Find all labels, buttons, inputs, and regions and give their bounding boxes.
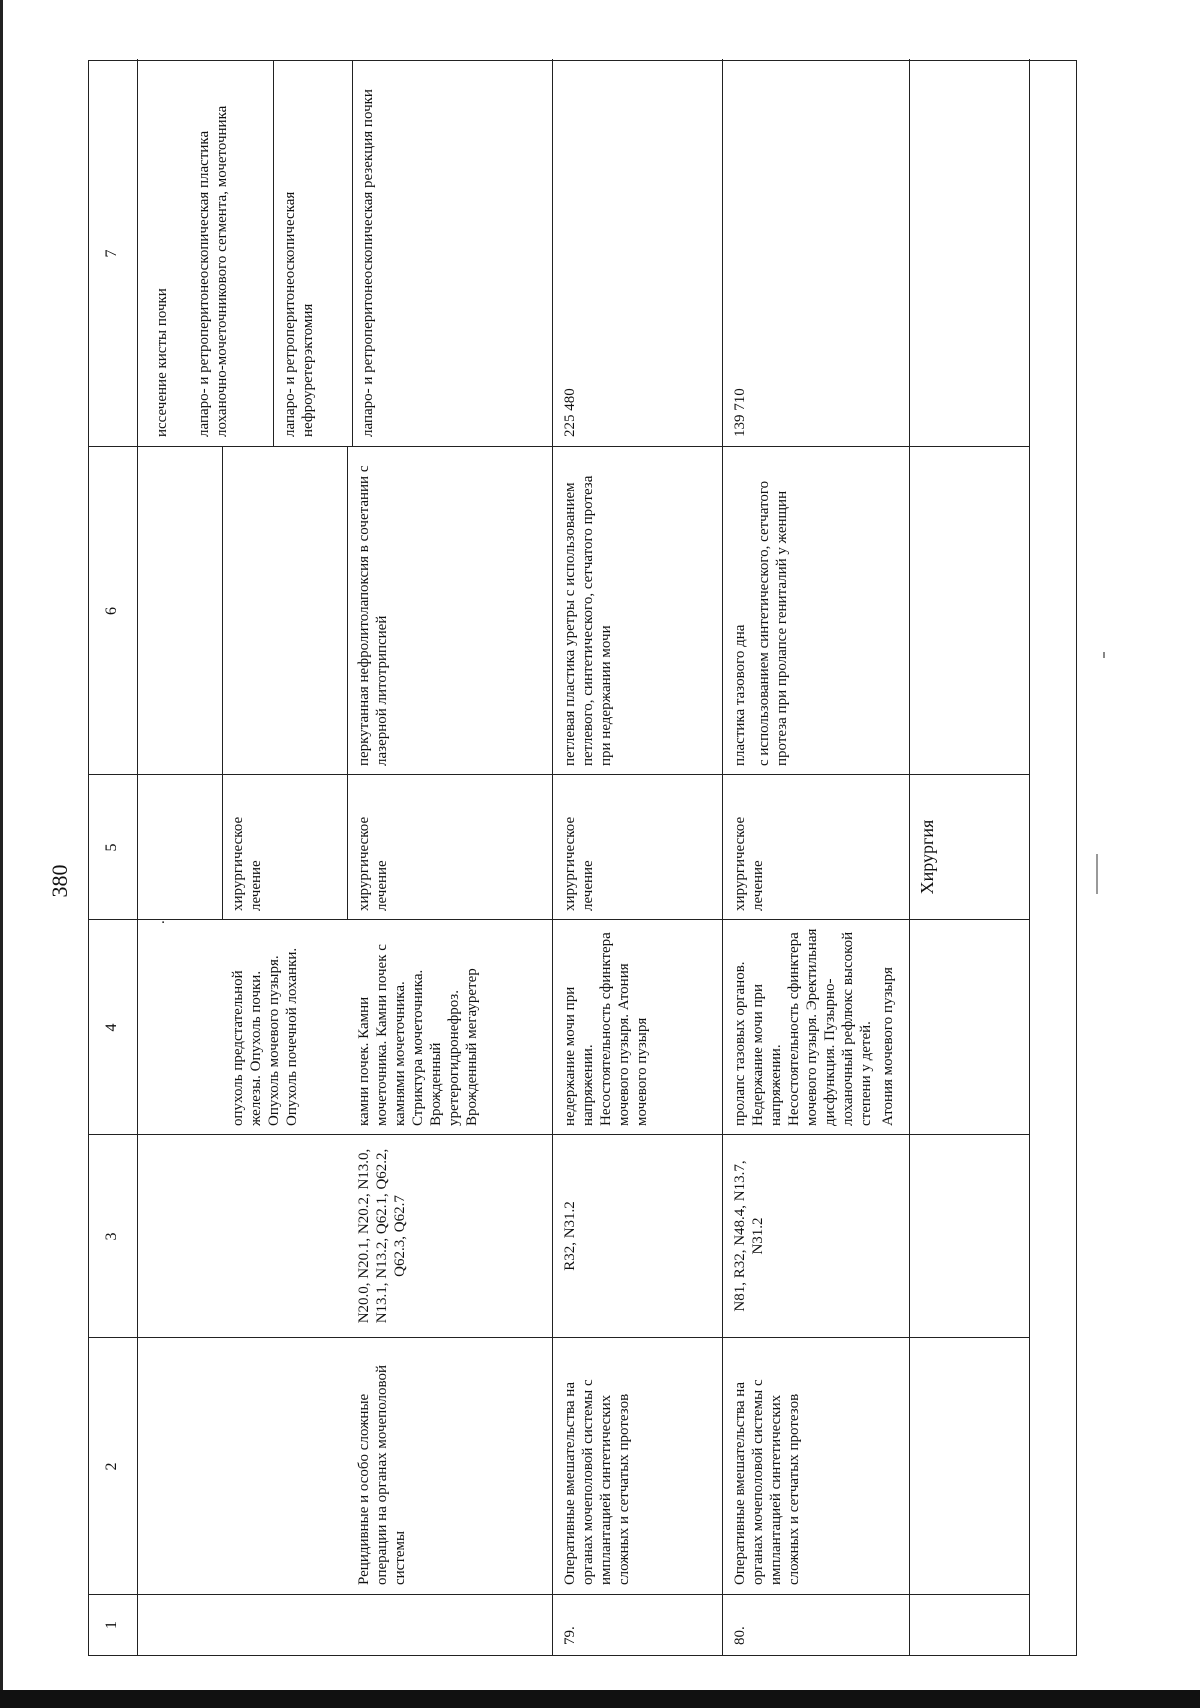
treatment-type-cell: хирургическое лечение [230,816,264,911]
subrow-divider [273,60,274,447]
col-header-4: 4 [103,1023,120,1032]
icd-codes-cell: R32, N31.2 [562,1201,578,1271]
col-divider [89,1337,1029,1338]
scan-artifact [1103,652,1105,658]
cost-cell: 139 710 [732,388,748,437]
intervention-name-cell: Оперативные вмешательства на органах мочеполовой системы с имплантацией синтетических сложных и сетчатых протезов [562,1379,632,1585]
stray-dot: . [152,920,168,924]
subrow-divider [347,447,348,920]
method-cell: с использованием синтетического, сетчатого протеза при пролапсе гениталий у женщин [756,480,790,766]
row-number: 79. [562,1626,578,1645]
method-cell: лапаро- и ретроперитонеоскопическая резекция почки [360,89,376,437]
icd-codes-cell: N81, R32, N48.4, N13.7, N31.2 [732,1160,766,1312]
col-divider [89,446,1029,447]
treatment-type-cell: хирургическое лечение [732,816,766,911]
treatment-type-cell: хирургическое лечение [562,816,596,911]
page-number: 380 [47,864,72,898]
icd-codes-cell: N20.0, N20.1, N20.2, N13.0, N13.1, N13.2, Q62.1, Q62.2, Q62.3, Q62.7 [356,1148,408,1324]
col-header-7: 7 [103,249,120,258]
section-title: Хирургия [917,819,937,895]
col-header-3: 3 [103,1232,120,1241]
diagnosis-cell: опухоль предстательной железы. Опухоль почки. Опухоль мочевого пузыря. Опухоль почечной лоханки. [230,947,300,1126]
intervention-name-cell: Рецидивные и особо сложные операции на органах мочеполовой системы [356,1365,408,1585]
subrow-divider [352,60,353,447]
scan-bottom-edge [0,1690,1200,1708]
col-header-2: 2 [103,1462,120,1471]
section-divider [1029,59,1030,1655]
col-divider [89,1134,1029,1135]
col-divider [89,774,1029,775]
col-divider [89,919,1029,920]
scan-artifact [1096,854,1098,894]
row-divider [552,59,553,1655]
row-divider [909,59,910,1655]
subrow-divider [222,447,223,920]
method-cell: лапаро- и ретроперитонеоскопическая пластика лоханочно-мочеточникового сегмента, мочеточника [196,105,230,437]
diagnosis-cell: камни почек. Камни мочеточника. Камни почек с камнями мочеточника. Стриктура мочеточника. Врожденный уретерогидронефроз. Врожденный мегауретер [356,944,480,1126]
header-divider [137,59,138,1655]
treatment-type-cell: хирургическое лечение [356,816,390,911]
diagnosis-cell: Атония мочевого пузыря [880,967,896,1126]
method-cell: иссечение кисты почки [154,288,170,437]
rotated-table [88,60,1077,1656]
method-cell: перкутанная нефролитолапоксия в сочетании с лазерной литотрипсией [356,465,390,766]
col-header-1: 1 [103,1621,120,1629]
diagnosis-cell: пролапс тазовых органов. Недержание мочи при напряжении. Несостоятельность сфинктера мочевого пузыря. Эректильная дисфункция. Пузырно-лоханочный рефлюкс высокой степени у детей. [732,928,874,1126]
row-number: 80. [732,1626,748,1645]
table-grid [88,60,1077,1656]
col-header-6: 6 [103,607,120,615]
diagnosis-cell: недержание мочи при напряжении. Несостоятельность сфинктера мочевого пузыря. Атония мочевого пузыря [562,932,650,1126]
intervention-name-cell: Оперативные вмешательства на органах мочеполовой системы с имплантацией синтетических сложных и сетчатых протезов [732,1379,802,1585]
method-cell: пластика тазового дна [732,624,748,766]
row-divider [722,59,723,1655]
method-cell: петлевая пластика уретры с использованием петлевого, синтетического, сетчатого протеза при недержании мочи [562,475,614,766]
scan-left-edge [0,0,3,1708]
col-divider [89,1594,1029,1595]
method-cell: лапаро- и ретроперитонеоскопическая нефроуретерэктомия [282,191,316,437]
col-header-5: 5 [103,843,120,852]
cost-cell: 225 480 [562,388,578,437]
